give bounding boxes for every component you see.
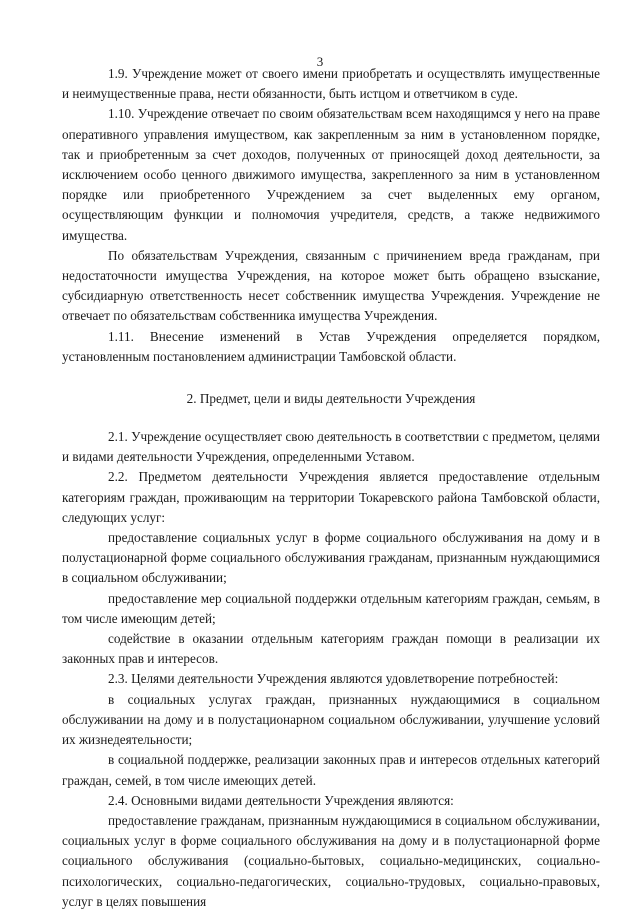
paragraph-2-4: 2.4. Основными видами деятельности Учреждения являются: (108, 792, 454, 808)
paragraph-1-9: 1.9. Учреждение может от своего имени приобретать и осуществлять имущественные и неимущественные права, нести обязанности, быть истцом и ответчиком в суде. (62, 66, 600, 102)
paragraph-2-3: 2.3. Целями деятельности Учреждения являются удовлетворение потребностей: (108, 671, 559, 687)
list-item-goal-support: в социальной поддержке, реализации законных прав и интересов отдельных категорий граждан, семей, в том числе имеющих детей. (62, 752, 600, 788)
list-item-assistance: содействие в оказании отдельным категориям граждан помощи в реализации их законных прав и интересов. (62, 631, 600, 667)
paragraph-1-10: 1.10. Учреждение отвечает по своим обязательствам всем находящимся у него на праве оперативного управления имуществом, как закрепленным за ним в установленном порядке, так и приобретенным за счет доходов, полученных от приносящей доход деятельности, за исключением особо ценного движимого имущества, закрепленного за ним в установленном порядке или приобретенного Учреждением за счет выделенных ему органом, осуществляющим функции и полномочия учредителя, средств, а также недвижимого имущества. (62, 106, 600, 243)
document-body (62, 64, 600, 912)
paragraph-2-1: 2.1. Учреждение осуществляет свою деятельность в соответствии с предметом, целями и видами деятельности Учреждения, определенными Уставом. (62, 429, 600, 465)
paragraph-2-2: 2.2. Предметом деятельности Учреждения является предоставление отдельным категориям граждан, проживающим на территории Токаревского района Тамбовской области, следующих услуг: (62, 469, 600, 525)
list-item-social-services: предоставление социальных услуг в форме социального обслуживания на дому и в полустационарной форме социального обслуживания гражданам, признанным нуждающимися в социальном обслуживании; (62, 530, 600, 586)
paragraph-liability: По обязательствам Учреждения, связанным с причинением вреда гражданам, при недостаточности имущества Учреждения, на которое может быть обращено взыскание, субсидиарную ответственность несет собственник имущества Учреждения. Учреждение не отвечает по обязательствам собственника имущества Учреждения. (62, 247, 600, 324)
section-heading: 2. Предмет, цели и виды деятельности Учреждения (186, 391, 476, 407)
list-item-support-measures: предоставление мер социальной поддержки отдельным категориям граждан, семьям, в том числе имеющим детей; (62, 590, 600, 626)
list-item-main-activity: предоставление гражданам, признанным нуждающимися в социальном обслуживании, социальных услуг в форме социального обслуживания на дому и в полустационарной форме социального обслуживания (социально-бытовых, социально-медицинских, социально-психологических, социально-педагогических, социально-трудовых, социально-правовых, услуг в целях повышения (62, 812, 600, 909)
paragraph-1-11: 1.11. Внесение изменений в Устав Учреждения определяется порядком, установленным постановлением администрации Тамбовской области. (62, 328, 600, 364)
page-number: 3 (316, 54, 324, 69)
list-item-goal-services: в социальных услугах граждан, признанных нуждающимися в социальном обслуживании на дому и в полустационарном социальном обслуживании, улучшение условий их жизнедеятельности; (62, 691, 600, 748)
